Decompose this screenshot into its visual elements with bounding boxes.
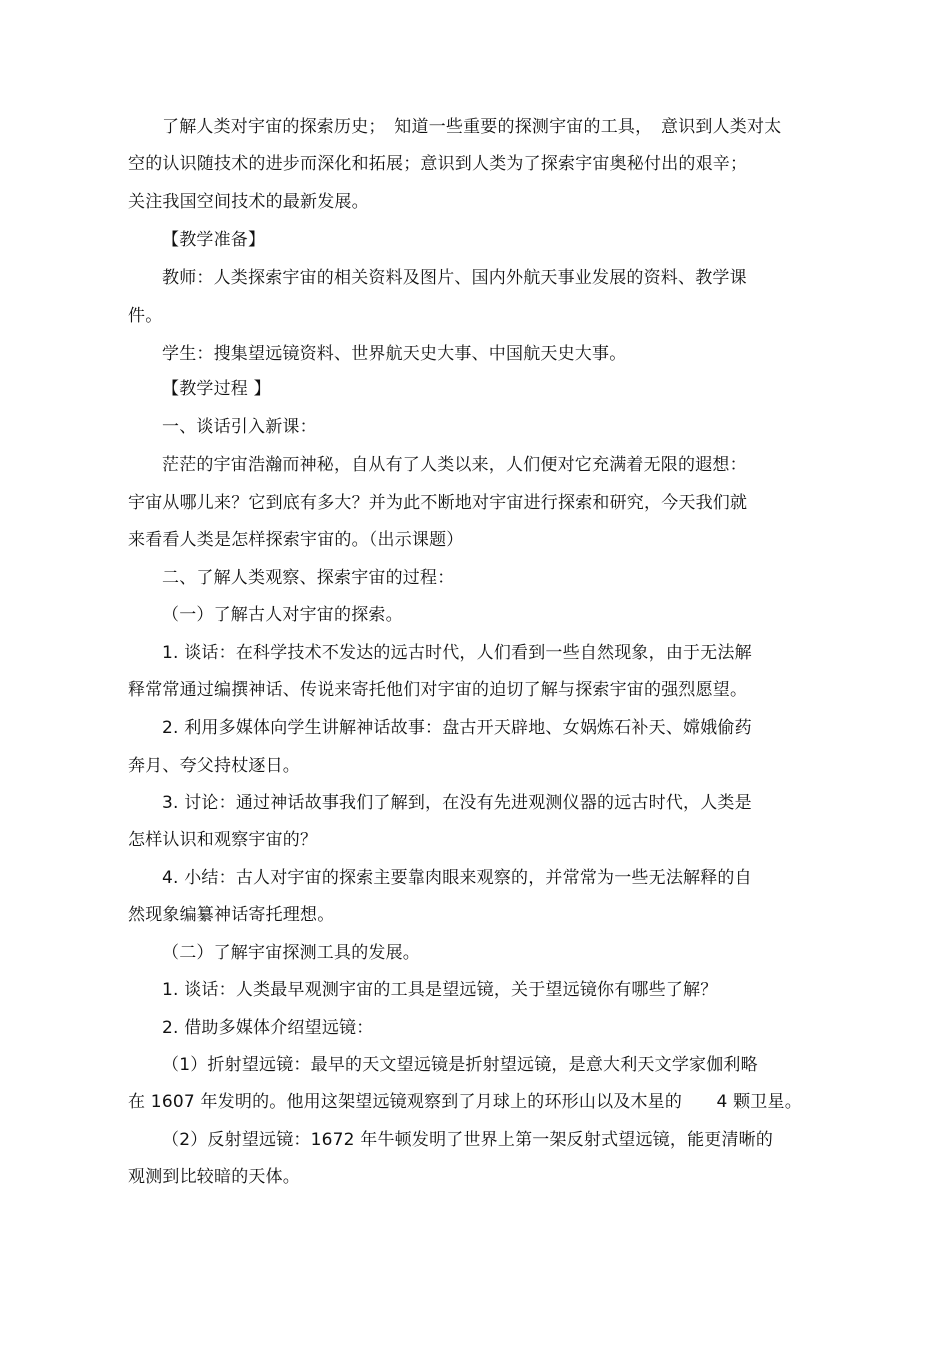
paragraph-line: 宇宙从哪儿来？它到底有多大？并为此不断地对宇宙进行探索和研究，今天我们就 xyxy=(128,493,748,513)
subheading: （二）了解宇宙探测工具的发展。 xyxy=(162,943,420,963)
paragraph-line: 2. 利用多媒体向学生讲解神话故事：盘古开天辟地、女娲炼石补天、嫦娥偷药 xyxy=(162,718,752,738)
paragraph-line: 观测到比较暗的天体。 xyxy=(128,1167,300,1187)
paragraph-line: 关注我国空间技术的最新发展。 xyxy=(128,192,369,212)
paragraph-line: 怎样认识和观察宇宙的？ xyxy=(128,830,318,850)
paragraph-line: （2）反射望远镜：1672 年牛顿发明了世界上第一架反射式望远镜，能更清晰的 xyxy=(162,1130,774,1150)
paragraph-line: 件。 xyxy=(128,306,163,326)
paragraph-line: 1. 谈话：人类最早观测宇宙的工具是望远镜，关于望远镜你有哪些了解？ xyxy=(162,980,718,1000)
paragraph-line: （1）折射望远镜：最早的天文望远镜是折射望远镜，是意大利天文学家伽利略 xyxy=(162,1055,758,1075)
paragraph-line: 在 1607 年发明的。他用这架望远镜观察到了月球上的环形山以及木星的 4 颗卫星。 xyxy=(128,1092,802,1112)
paragraph-line: 空的认识随技术的进步而深化和拓展；意识到人类为了探索宇宙奥秘付出的艰辛； xyxy=(128,154,748,174)
section-heading: 【教学过程 】 xyxy=(162,379,271,399)
paragraph-line: 学生：搜集望远镜资料、世界航天史大事、中国航天史大事。 xyxy=(162,344,627,364)
paragraph-line: 3. 讨论：通过神话故事我们了解到，在没有先进观测仪器的远古时代，人类是 xyxy=(162,793,752,813)
subheading: （一）了解古人对宇宙的探索。 xyxy=(162,605,403,625)
section-heading: 【教学准备】 xyxy=(162,230,266,250)
paragraph-line: 奔月、夸父持杖逐日。 xyxy=(128,756,300,776)
paragraph-line: 茫茫的宇宙浩瀚而神秘，自从有了人类以来，人们便对它充满着无限的遐想： xyxy=(162,455,747,475)
paragraph-line: 了解人类对宇宙的探索历史； 知道一些重要的探测宇宙的工具， 意识到人类对太 xyxy=(162,117,782,137)
paragraph-line: 4. 小结：古人对宇宙的探索主要靠肉眼来观察的，并常常为一些无法解释的自 xyxy=(162,868,752,888)
paragraph-line: 释常常通过编撰神话、传说来寄托他们对宇宙的迫切了解与探索宇宙的强烈愿望。 xyxy=(128,680,748,700)
paragraph-line: 1. 谈话：在科学技术不发达的远古时代，人们看到一些自然现象，由于无法解 xyxy=(162,643,752,663)
paragraph-line: 教师：人类探索宇宙的相关资料及图片、国内外航天事业发展的资料、教学课 xyxy=(162,268,747,288)
paragraph-line: 2. 借助多媒体介绍望远镜： xyxy=(162,1018,374,1038)
subheading: 一、谈话引入新课： xyxy=(162,417,317,437)
subheading: 二、了解人类观察、探索宇宙的过程： xyxy=(162,568,455,588)
paragraph-line: 来看看人类是怎样探索宇宙的。（出示课题） xyxy=(128,530,464,550)
paragraph-line: 然现象编纂神话寄托理想。 xyxy=(128,905,335,925)
